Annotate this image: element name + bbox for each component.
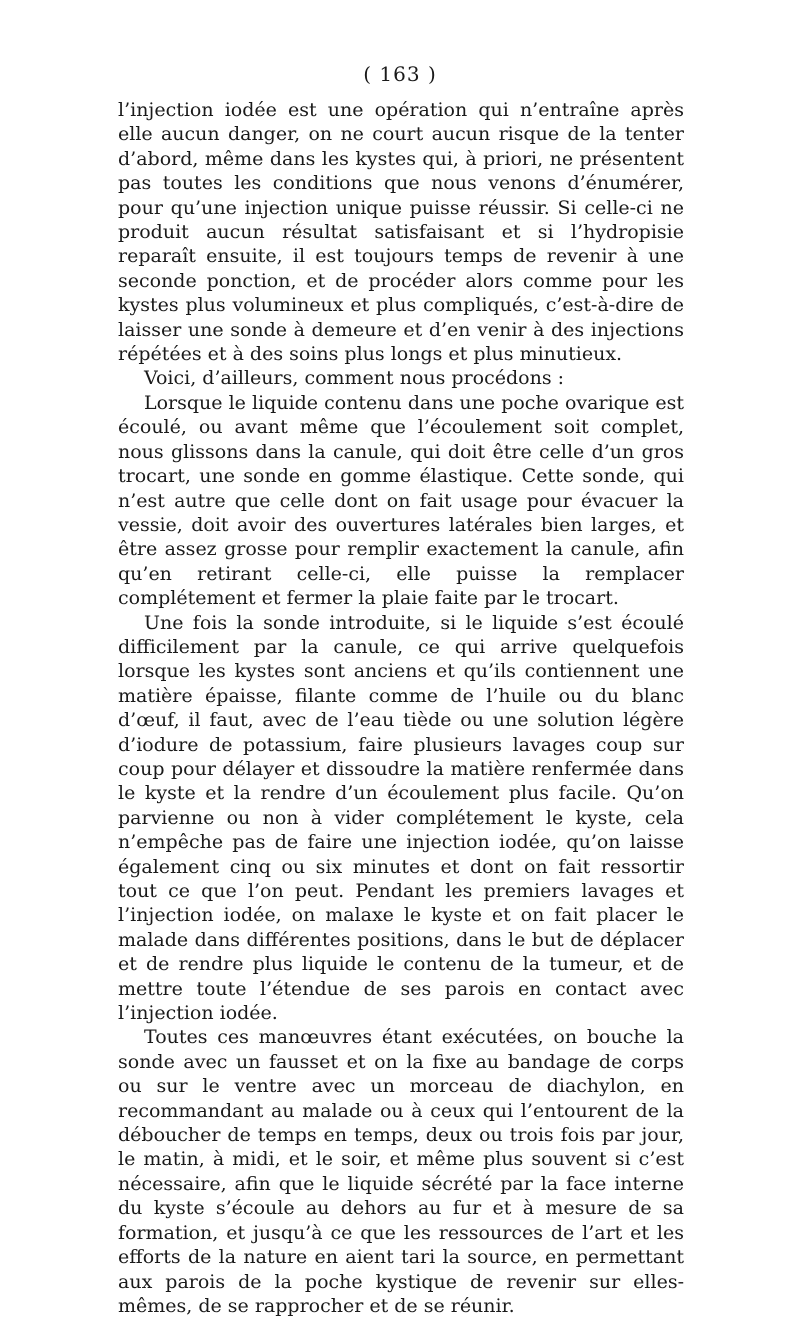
paragraph-5: Toutes ces manœuvres étant exécutées, on bouche la sonde avec un fausset et on la fixe au bandage de corps ou sur le ventre avec un morceau de diachylon, en recommandant au malade ou à ceux qui l’entourent de la déboucher de temps en temps, deux ou trois fois par jour, le matin, à midi, et le soir, et même plus souvent si c’est nécessaire, afin que le liquide sécrété par la face interne du kyste s’écoule au dehors au fur et à mesure de sa formation, et jusqu’à ce que les ressources de l’art et les efforts de la nature en aient tari la source, en permettant aux parois de la poche kystique de revenir sur elles-mêmes, de se rapprocher et de se réunir. <box>118 1026 684 1317</box>
paragraph-2: Voici, d’ailleurs, comment nous procédons : <box>144 367 565 390</box>
paragraph-4: Une fois la sonde introduite, si le liquide s’est écoulé difficilement par la canule, ce qui arrive quelquefois lorsque les kystes sont anciens et qu’ils contiennent une matière épaisse, filante comme de l’huile ou du blanc d’œuf, il faut, avec de l’eau tiède ou une solution légère d’iodure de potassium, faire plusieurs lavages coup sur coup pour délayer et dissoudre la matière renfermée dans le kyste et la rendre d’un écoulement plus facile. Qu’on parvienne ou non à vider complétement le kyste, cela n’empêche pas de faire une injection iodée, qu’on laisse également cinq ou six minutes et dont on fait ressortir tout ce que l’on peut. Pendant les premiers lavages et l’injection iodée, on malaxe le kyste et on fait placer le malade dans différentes positions, dans le but de déplacer et de rendre plus liquide le contenu de la tumeur, et de mettre toute l’étendue de ses parois en contact avec l’injection iodée. <box>118 611 684 1025</box>
paragraph-3: Lorsque le liquide contenu dans une poche ovarique est écoulé, ou avant même que l’écoulement soit complet, nous glissons dans la canule, qui doit être celle d’un gros trocart, une sonde en gomme élastique. Cette sonde, qui n’est autre que celle dont on fait usage pour évacuer la vessie, doit avoir des ouvertures latérales bien larges, et être assez grosse pour remplir exactement la canule, afin qu’en retirant celle-ci, elle puisse la remplacer complétement et fermer la plaie faite par le trocart. <box>118 391 684 610</box>
body-text <box>118 98 684 1318</box>
paragraph-1: l’injection iodée est une opération qui n’entraîne après elle aucun danger, on ne court aucun risque de la tenter d’abord, même dans les kystes qui, à priori, ne présentent pas toutes les conditions que nous venons d’énumérer, pour qu’une injection unique puisse réussir. Si celle-ci ne produit aucun résultat satisfaisant et si l’hydropisie reparaît ensuite, il est toujours temps de revenir à une seconde ponction, et de procéder alors comme pour les kystes plus volumineux et plus compliqués, c’est-à-dire de laisser une sonde à demeure et d’en venir à des injections répétées et à des soins plus longs et plus minutieux. <box>118 99 684 366</box>
page-number: ( 163 ) <box>363 62 437 86</box>
